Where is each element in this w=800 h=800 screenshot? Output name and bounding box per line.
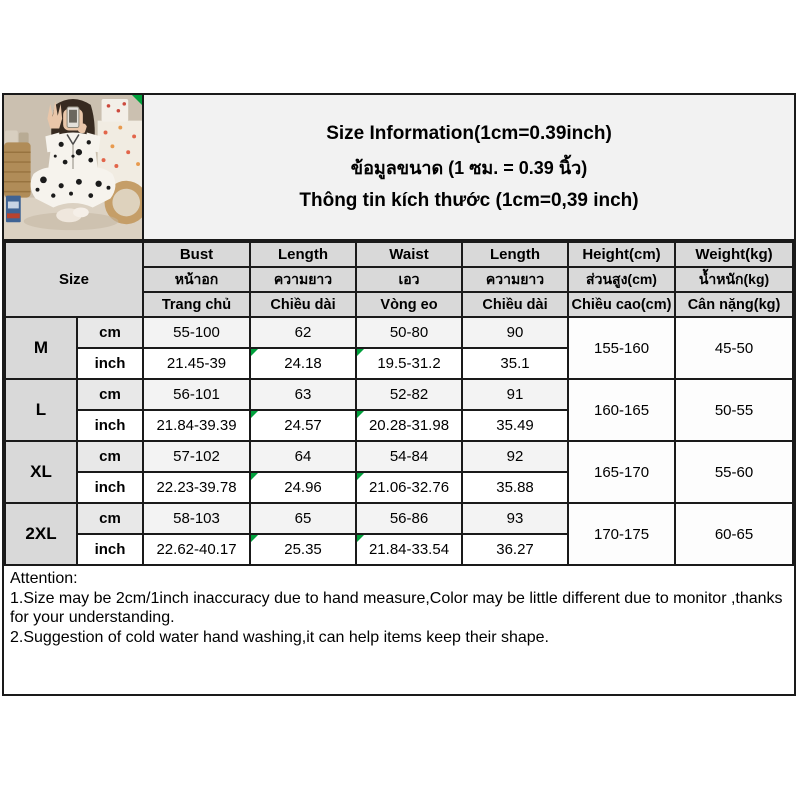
data-cell: 56-101 — [143, 379, 250, 410]
attention-line-2: 2.Suggestion of cold water hand washing,it can help items keep their shape. — [10, 628, 549, 646]
data-cell: 90 — [462, 317, 568, 348]
data-cell: 36.27 — [462, 534, 568, 565]
header-cell-weight: Weight(kg) — [675, 242, 793, 267]
size-cell-l: L — [5, 379, 77, 441]
header-cell: Vòng eo — [356, 292, 462, 317]
header-cell: หน้าอก — [143, 267, 250, 292]
size-cell-2xl: 2XL — [5, 503, 77, 565]
header-cell-length: Length — [250, 242, 356, 267]
data-cell — [356, 410, 462, 441]
title-english: Size Information(1cm=0.39inch) — [326, 122, 612, 144]
data-cell: 63 — [250, 379, 356, 410]
data-cell: 22.23-39.78 — [143, 472, 250, 503]
data-cell — [356, 348, 462, 379]
header-row-english — [5, 242, 793, 267]
attention-line-1: 1.Size may be 2cm/1inch inaccuracy due to hand measure,Color may be little different due to monitor ,thanks for your understanding. — [10, 589, 783, 626]
weight-cell: 45-50 — [675, 317, 793, 379]
data-cell-value: 19.5-31.2 — [377, 355, 441, 372]
size-cell-xl: XL — [5, 441, 77, 503]
size-cell-m: M — [5, 317, 77, 379]
data-cell: 57-102 — [143, 441, 250, 472]
data-cell: 22.62-40.17 — [143, 534, 250, 565]
data-cell: 35.1 — [462, 348, 568, 379]
data-cell: 56-86 — [356, 503, 462, 534]
data-cell: 93 — [462, 503, 568, 534]
error-flag-icon — [357, 411, 364, 418]
data-cell: 55-100 — [143, 317, 250, 348]
unit-cell-inch: inch — [77, 472, 143, 503]
data-cell-value: 24.18 — [284, 355, 322, 372]
size-label-cell: Size — [5, 242, 143, 317]
data-cell-value: 20.28-31.98 — [368, 417, 450, 434]
attention-heading: Attention: — [10, 570, 78, 587]
unit-cell-inch: inch — [77, 410, 143, 441]
header-section — [4, 95, 794, 241]
header-cell: Chiều dài — [462, 292, 568, 317]
data-cell: 21.45-39 — [143, 348, 250, 379]
header-cell: น้ำหนัก(kg) — [675, 267, 793, 292]
header-cell: ความยาว — [462, 267, 568, 292]
data-cell-value: 25.35 — [284, 541, 322, 558]
title-vietnamese: Thông tin kích thước (1cm=0,39 inch) — [299, 189, 639, 211]
table-row — [5, 379, 793, 410]
error-flag-icon — [132, 95, 142, 105]
header-cell-height: Height(cm) — [568, 242, 675, 267]
pajama-photo-illustration — [4, 95, 142, 239]
data-cell-value: 21.06-32.76 — [368, 479, 450, 496]
data-cell — [356, 534, 462, 565]
data-cell: 65 — [250, 503, 356, 534]
weight-cell: 60-65 — [675, 503, 793, 565]
size-table — [4, 241, 794, 566]
height-cell: 170-175 — [568, 503, 675, 565]
data-cell — [250, 410, 356, 441]
header-cell: ความยาว — [250, 267, 356, 292]
data-cell: 35.88 — [462, 472, 568, 503]
table-row — [5, 441, 793, 472]
unit-cell-cm: cm — [77, 441, 143, 472]
header-cell: Chiều dài — [250, 292, 356, 317]
error-flag-icon — [251, 349, 258, 356]
attention-section — [4, 566, 794, 694]
error-flag-icon — [251, 411, 258, 418]
height-cell: 155-160 — [568, 317, 675, 379]
header-cell-bust: Bust — [143, 242, 250, 267]
table-row — [5, 317, 793, 348]
header-cell-length2: Length — [462, 242, 568, 267]
data-cell: 91 — [462, 379, 568, 410]
header-cell-waist: Waist — [356, 242, 462, 267]
header-cell: Chiều cao(cm) — [568, 292, 675, 317]
title-thai: ข้อมูลขนาด (1 ซม. = 0.39 นิ้ว) — [350, 157, 588, 178]
weight-cell: 50-55 — [675, 379, 793, 441]
data-cell: 62 — [250, 317, 356, 348]
data-cell-value: 21.84-33.54 — [368, 541, 450, 558]
title-block — [144, 95, 794, 239]
data-cell: 58-103 — [143, 503, 250, 534]
unit-cell-cm: cm — [77, 379, 143, 410]
header-cell: Trang chủ — [143, 292, 250, 317]
data-cell: 50-80 — [356, 317, 462, 348]
unit-cell-cm: cm — [77, 503, 143, 534]
error-flag-icon — [251, 535, 258, 542]
content-panel — [2, 93, 796, 696]
data-cell-value: 24.96 — [284, 479, 322, 496]
data-cell — [250, 472, 356, 503]
data-cell — [356, 472, 462, 503]
error-flag-icon — [357, 349, 364, 356]
data-cell: 64 — [250, 441, 356, 472]
error-flag-icon — [357, 473, 364, 480]
header-cell: Cân nặng(kg) — [675, 292, 793, 317]
data-cell: 21.84-39.39 — [143, 410, 250, 441]
unit-cell-inch: inch — [77, 534, 143, 565]
data-cell — [250, 348, 356, 379]
table-row — [5, 503, 793, 534]
weight-cell: 55-60 — [675, 441, 793, 503]
height-cell: 160-165 — [568, 379, 675, 441]
error-flag-icon — [251, 473, 258, 480]
data-cell: 92 — [462, 441, 568, 472]
header-cell: เอว — [356, 267, 462, 292]
data-cell: 35.49 — [462, 410, 568, 441]
product-photo — [4, 95, 144, 239]
data-cell — [250, 534, 356, 565]
header-cell: ส่วนสูง(cm) — [568, 267, 675, 292]
data-cell: 54-84 — [356, 441, 462, 472]
error-flag-icon — [357, 535, 364, 542]
height-cell: 165-170 — [568, 441, 675, 503]
unit-cell-cm: cm — [77, 317, 143, 348]
unit-cell-inch: inch — [77, 348, 143, 379]
data-cell: 52-82 — [356, 379, 462, 410]
data-cell-value: 24.57 — [284, 417, 322, 434]
